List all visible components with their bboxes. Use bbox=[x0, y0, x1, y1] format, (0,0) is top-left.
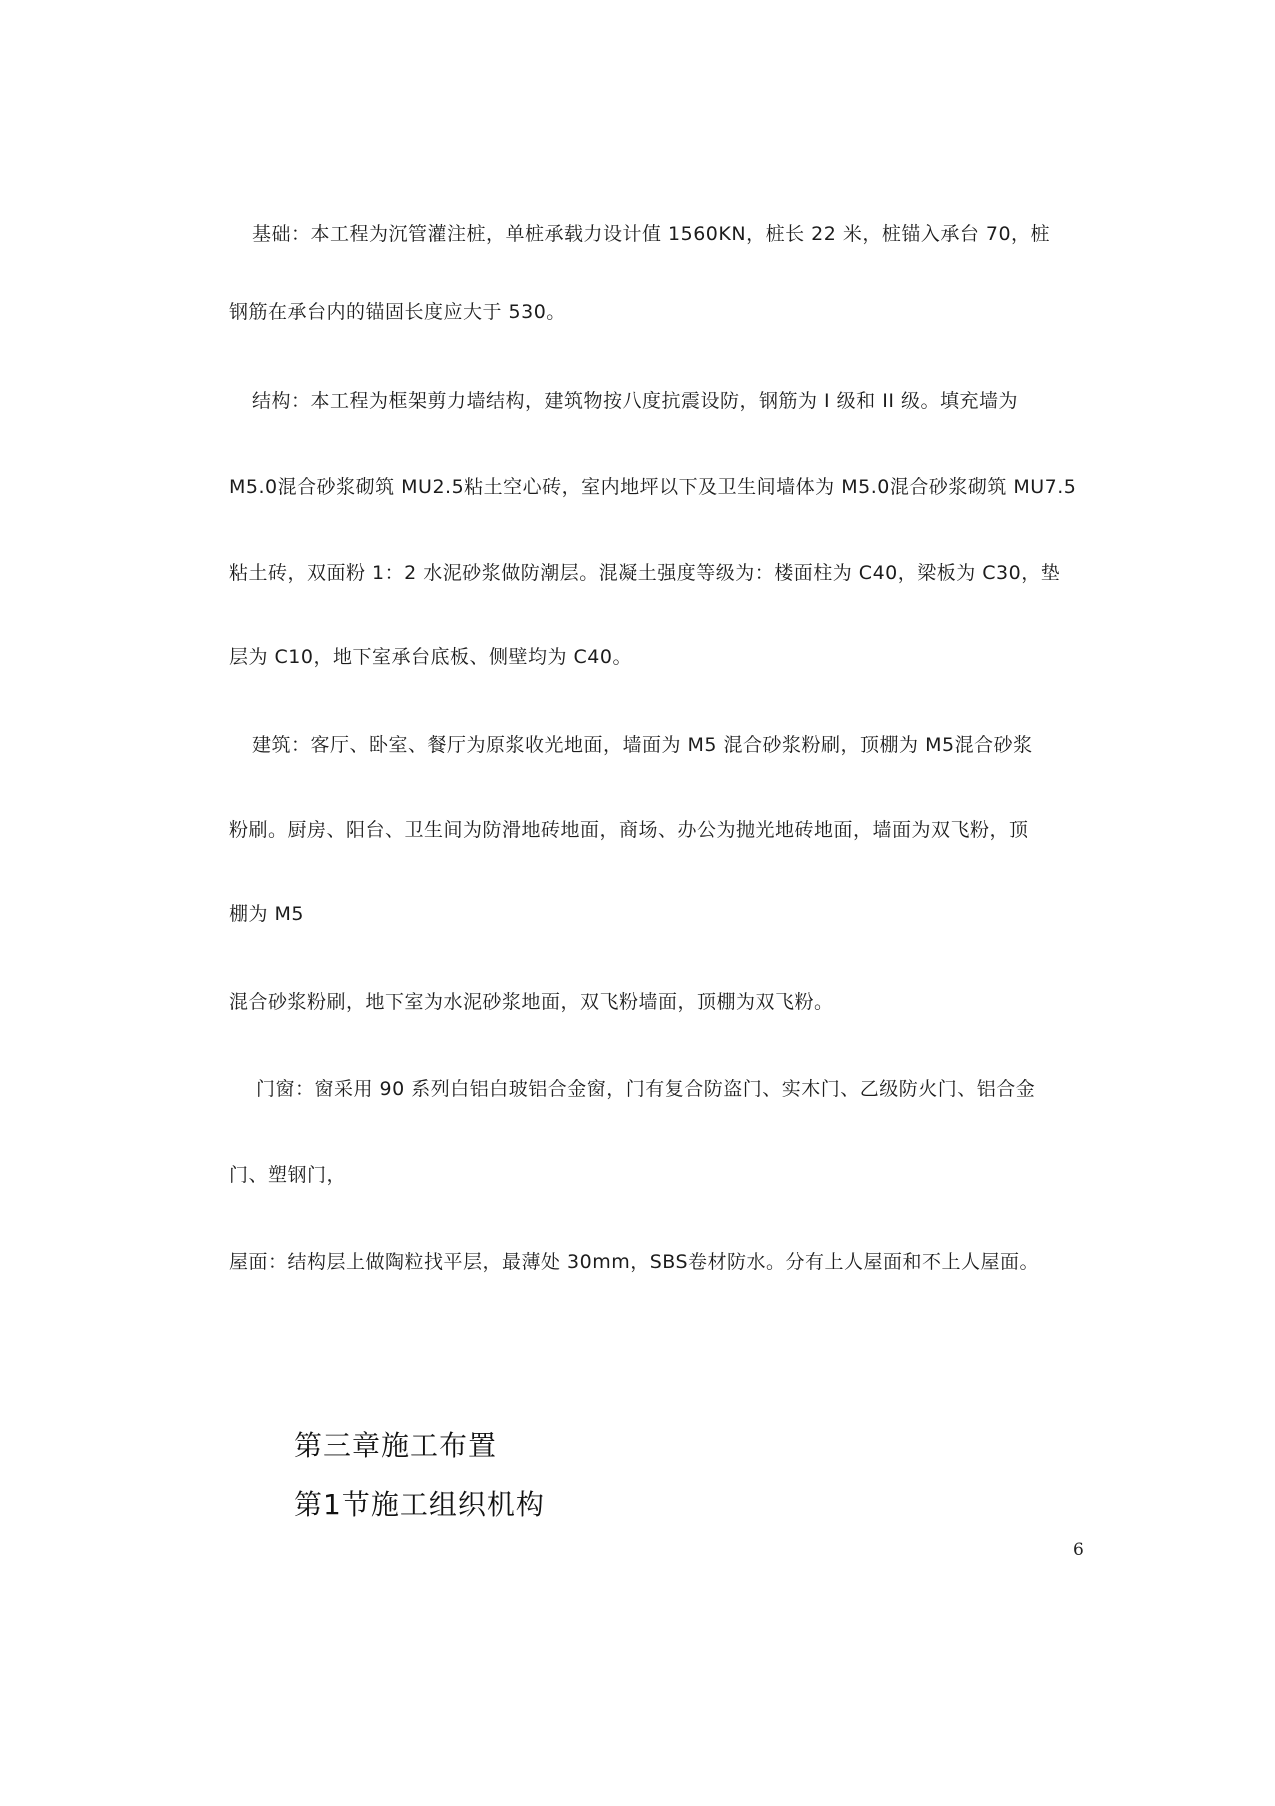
structure-line-3: 粘土砖，双面粉 1：2 水泥砂浆做防潮层。混凝土强度等级为：楼面柱为 C40，梁板为 C30，垫 bbox=[229, 562, 1061, 584]
architecture-line-3: 棚为 M5 bbox=[229, 903, 305, 925]
structure-line-2: M5.0混合砂浆砌筑 MU2.5粘土空心砖，室内地坪以下及卫生间墙体为 M5.0混合砂浆砌筑 MU7.5 bbox=[229, 476, 1077, 498]
roof-line-1: 屋面：结构层上做陶粒找平层，最薄处 30mm，SBS卷材防水。分有上人屋面和不上人屋面。 bbox=[229, 1251, 1040, 1273]
chapter-heading: 第三章施工布置 bbox=[294, 1429, 498, 1462]
doors-windows-line-1: 门窗：窗采用 90 系列白铝白玻铝合金窗，门有复合防盗门、实木门、乙级防火门、铝合金 bbox=[256, 1078, 1036, 1100]
architecture-line-2: 粉刷。厨房、阳台、卫生间为防滑地砖地面，商场、办公为抛光地砖地面，墙面为双飞粉，顶 bbox=[229, 819, 1029, 841]
section-heading: 第1节施工组织机构 bbox=[294, 1488, 545, 1521]
doors-windows-line-2: 门、塑钢门， bbox=[229, 1164, 347, 1186]
structure-line-1: 结构：本工程为框架剪力墙结构，建筑物按八度抗震设防，钢筋为 I 级和 II 级。填充墙为 bbox=[252, 390, 1018, 412]
foundation-line-1: 基础：本工程为沉管灌注桩，单桩承载力设计值 1560KN，桩长 22 米，桩锚入承台 70，桩 bbox=[252, 223, 1051, 245]
architecture-line-4: 混合砂浆粉刷，地下室为水泥砂浆地面，双飞粉墙面，顶棚为双飞粉。 bbox=[229, 991, 834, 1013]
architecture-line-1: 建筑：客厅、卧室、餐厅为原浆收光地面，墙面为 M5 混合砂浆粉刷，顶棚为 M5混合砂浆 bbox=[252, 734, 1033, 756]
page-number: 6 bbox=[1073, 1540, 1084, 1560]
structure-line-4: 层为 C10，地下室承台底板、侧壁均为 C40。 bbox=[229, 646, 632, 668]
foundation-line-2: 钢筋在承台内的锚固长度应大于 530。 bbox=[229, 301, 566, 323]
